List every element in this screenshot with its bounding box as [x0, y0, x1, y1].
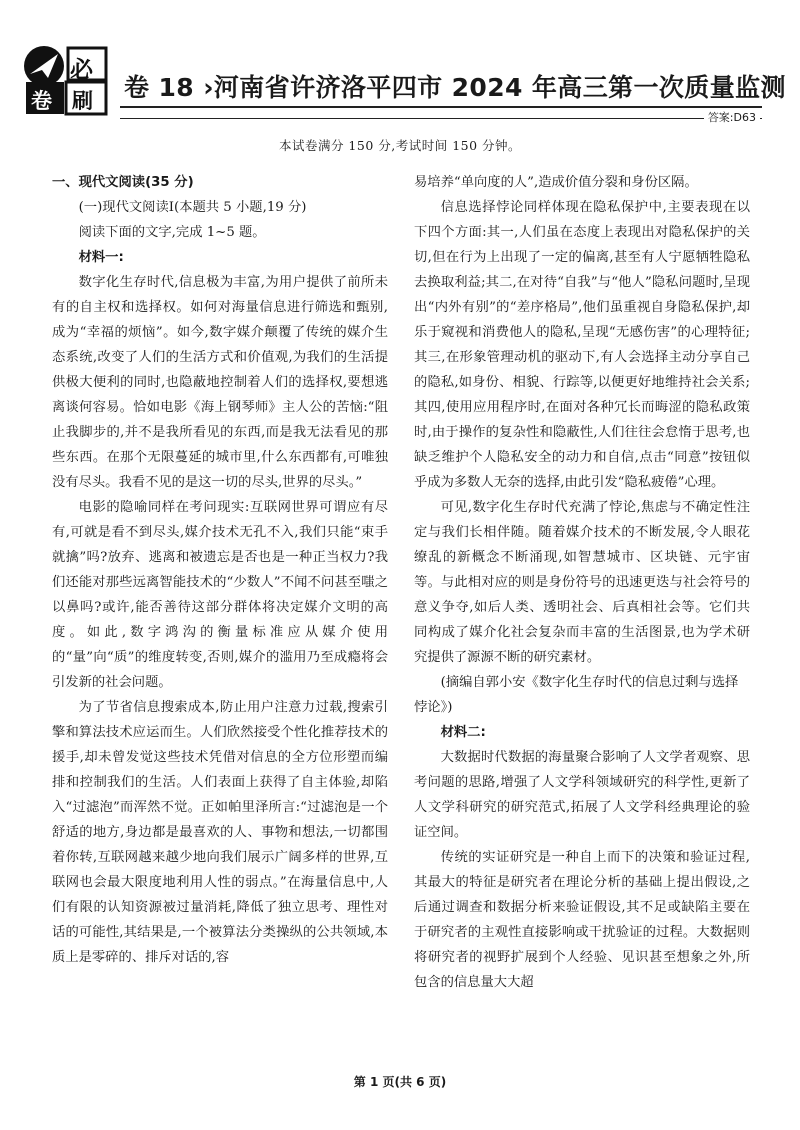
subsection-heading: (一)现代文阅读Ⅰ(本题共 5 小题,19 分) [78, 200, 307, 215]
logo-char-shua: 刷 [72, 89, 93, 113]
right-column [414, 170, 750, 995]
exam-instructions: 本试卷满分 150 分,考试时间 150 分钟。 [278, 138, 522, 153]
material-label: 材料二: [440, 725, 486, 740]
title-underline-thin [120, 118, 762, 119]
page-number: 第 1 页(共 6 页) [353, 1075, 447, 1089]
instruction-text: 阅读下面的文字,完成 1~5 题。 [78, 225, 266, 240]
logo-char-bi: 必 [70, 57, 93, 83]
paragraph: 大数据时代数据的海量聚合影响了人文学者观察、思考问题的思路,增强了人文学科领域研究的科学性,更新了人文学科研究的研究范式,拓展了人文学科经典理论的验证空间。 [414, 750, 750, 840]
paragraph: 电影的隐喻同样在考问现实:互联网世界可谓应有尽有,可就是看不到尽头,媒介技术无孔不入,我们只能“束手就擒”吗?放弃、逃离和被遗忘是否也是一种正当权力?我们还能对那些远离智能技术的“少数人”不闻不问甚至嗤之以鼻吗?或许,能否善待这部分群体将决定媒介文明的高度。如此,数字鸿沟的衡量标准应从媒介使用的“量”向“质”的维度转变,否则,媒介的滥用乃至成瘾将会引发新的社会问题。 [52, 500, 388, 690]
paragraph: 可见,数字化生存时代充满了悖论,焦虑与不确定性注定与我们长相伴随。随着媒介技术的不断发展,令人眼花缭乱的新概念不断涌现,如智慧城市、区块链、元宇宙等。与此相对应的则是身份符号的迅速更迭与社会符号的意义争夺,如后人类、透明社会、后真相社会等。它们共同构成了媒介化社会复杂而丰富的生活图景,也为学术研究提供了源源不断的研究素材。 [414, 500, 750, 665]
paragraph: 数字化生存时代,信息极为丰富,为用户提供了前所未有的自主权和选择权。如何对海量信息进行筛选和甄别,成为“幸福的烦恼”。如今,数字媒介颠覆了传统的媒介生态系统,改变了人们的生活方式和价值观,为我们的生活提供极大便利的同时,也隐蔽地控制着人们的选择权,要想逃离谈何容易。恰如电影《海上钢琴师》主人公的苦恼:“阻止我脚步的,并不是我所看见的东西,而是我无法看见的那些东西。在那个无限蔓延的城市里,什么东西都有,可唯独没有尽头。我看不见的是这一切的尽头,世界的尽头。” [52, 275, 388, 490]
paragraph: 为了节省信息搜索成本,防止用户注意力过载,搜索引擎和算法技术应运而生。人们欣然接受个性化推荐技术的援手,却未曾发觉这些技术凭借对信息的全方位形塑而编排和控制我们的生活。人们表面上获得了自主体验,却陷入“过滤泡”而浑然不觉。正如帕里泽所言:“过滤泡是一个舒适的地方,身边都是最喜欢的人、事物和想法,一切都围着你转,互联网越来越少地向我们展示广阔多样的世界,互联网也会最大限度地利用人性的弱点。”在海量信息中,人们有限的认知资源被过量消耗,降低了独立思考、理性对话的可能性,其结果是,一个被算法分类操纵的公共领域,本质上是零碎的、排斥对话的,容 [52, 700, 388, 965]
left-column [52, 170, 388, 970]
answer-code: 答案:D63 [704, 109, 760, 125]
paragraph: 信息选择悖论同样体现在隐私保护中,主要表现在以下四个方面:其一,人们虽在态度上表现出对隐私保护的关切,但在行为上出现了一定的偏离,甚至有人宁愿牺牲隐私去换取利益;其二,在对待“自我”与“他人”隐私问题时,呈现出“内外有别”的“差序格局”,他们虽重视自身隐私保护,却乐于窥视和消费他人的隐私,呈现“无感伤害”的心理特征;其三,在形象管理动机的驱动下,有人会选择主动分享自己的隐私,如身份、相貌、行踪等,以便更好地维持社会关系;其四,使用应用程序时,在面对各种冗长而晦涩的隐私政策时,由于操作的复杂性和隐蔽性,人们往往会怠惰于思考,也缺乏维护个人隐私安全的动力和自信,点击“同意”按钮似乎成为多数人无奈的选择,由此引发“隐私疲倦”心理。 [414, 200, 750, 490]
material-label: 材料一: [78, 250, 124, 265]
source-citation: (摘编自郭小安《数字化生存时代的信息过剩与选择悖论》) [414, 675, 739, 715]
section-heading: 一、现代文阅读(35 分) [52, 175, 194, 190]
paragraph-continued: 易培养“单向度的人”,造成价值分裂和身份区隔。 [414, 175, 698, 190]
logo-char-juan: 卷 [31, 89, 52, 113]
paragraph: 传统的实证研究是一种自上而下的决策和验证过程,其最大的特征是研究者在理论分析的基础上提出假设,之后通过调查和数据分析来验证假设,其不足或缺陷主要在于研究者的主观性直接影响或干扰验证的过程。大数据则将研究者的视野扩展到个人经验、见识甚至想象之外,所包含的信息量大大超 [414, 850, 750, 990]
title-underline [120, 106, 762, 108]
exam-title: 卷 18 ›河南省许济洛平四市 2024 年高三第一次质量监测 [124, 73, 786, 102]
